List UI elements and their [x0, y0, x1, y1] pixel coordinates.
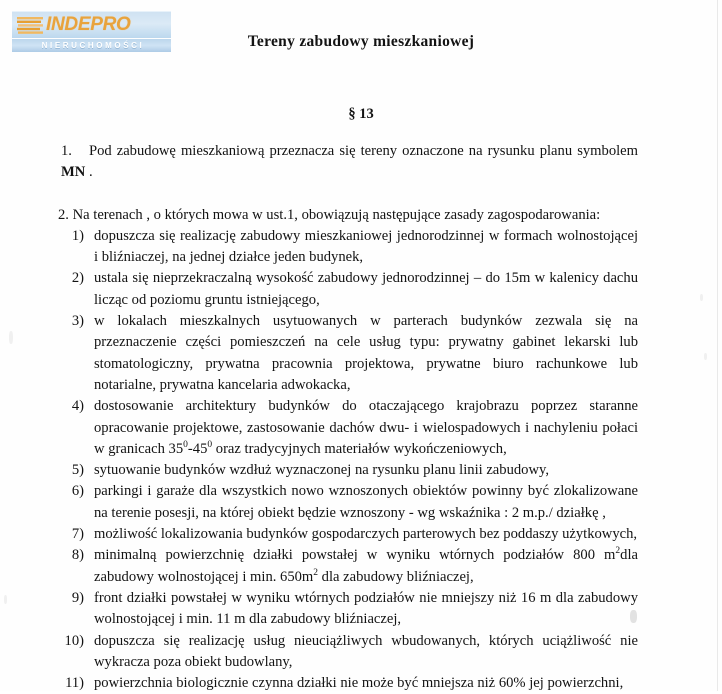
- list-item-number: 7): [71, 526, 84, 543]
- degree-superscript: 0: [207, 440, 213, 450]
- document-content: [58, 141, 638, 694]
- list-item-text: [94, 545, 638, 588]
- list-item: [58, 588, 638, 631]
- list-item: [58, 226, 638, 269]
- section-heading: § 13: [348, 106, 374, 122]
- list-item: [58, 268, 638, 311]
- paragraph-1-symbol: MN: [61, 164, 86, 181]
- list-item-number: 4): [71, 398, 84, 415]
- list-item-text: możliwość lokalizowania budynków gospodarczych parterowych bez poddaszy użytkowych,: [94, 526, 638, 543]
- list-item-text-part-1: minimalną powierzchnię działki powstałej w wyniku wtórnych podziałów 800 m: [94, 547, 616, 564]
- list-item-number: 10): [64, 632, 84, 649]
- paragraph-1-number: 1.: [61, 143, 72, 159]
- building-stripes-icon: [17, 17, 43, 34]
- list-item-number: 1): [71, 227, 84, 244]
- list-item-text: sytuowanie budynków wzdłuż wyznaczonej na rysunku planu linii zabudowy,: [94, 462, 549, 479]
- list-item: [58, 481, 638, 524]
- square-meter-superscript: 2: [313, 567, 319, 578]
- scan-artifact: [700, 294, 703, 301]
- list-item-text-part-1: dostosowanie architektury budynków do otaczającego krajobrazu poprzez staranne opracowanie projektowe, zastosowanie dachów dwu- i wielospadowych i nachyleniu połaci w granicach 35: [94, 398, 638, 457]
- list-item-number: 3): [71, 313, 84, 330]
- paragraph-1: [58, 141, 638, 184]
- logo-wordmark: INDEPRO: [46, 14, 131, 35]
- page-title: Tereny zabudowy mieszkaniowej: [247, 33, 475, 50]
- list-item-text: [94, 396, 638, 460]
- scan-artifact: [4, 595, 7, 604]
- list-item-text-part-3: oraz tradycyjnych materiałów wykończeniowych,: [212, 440, 507, 457]
- list-item-text-part-2: -45: [187, 440, 208, 457]
- scan-edge-line: [717, 0, 718, 691]
- paragraph-1-text-before: Pod zabudowę mieszkaniową przeznacza się tereny oznaczone na rysunku planu symbolem: [88, 143, 638, 159]
- list-item-text: dopuszcza się realizację usług nieuciążliwych wbudowanych, których uciążliwość nie wykracza poza obiekt budowlany,: [94, 632, 638, 670]
- list-item-number: 11): [65, 675, 84, 692]
- degree-superscript: 0: [183, 440, 188, 450]
- list-item-text: dopuszcza się realizację zabudowy mieszkaniowej jednorodzinnej w formach wolnostojącej i bliźniaczej, na jednej działce jeden budynek,: [94, 227, 638, 266]
- list-item-text: powierzchnia biologicznie czynna działki nie może być mniejsza niż 60% jej powierzchni,: [94, 675, 624, 692]
- list-item-text-part-2: dla zabudowy wolnostojącej i min. 650m: [94, 547, 638, 585]
- list-item-number: 6): [71, 483, 84, 500]
- list-item: [58, 524, 638, 545]
- list-item-text: w lokalach mieszkalnych usytuowanych w parterach budynków zezwala się na przeznaczenie części pomieszczeń na cele usług typu: prywatny gabinet lekarski lub stomatologiczny, prywatna pracownia projektowa, prywatne biuro rachunkowe lub notarialne, prywatna kancelaria adwokacka,: [94, 313, 638, 393]
- paragraph-1-text-after: .: [85, 164, 93, 181]
- logo-tagline: NIERUCHOMOŚCI: [41, 41, 145, 50]
- list-item-text: front działki powstałej w wyniku wtórnych podziałów nie mniejszy niż 16 m dla zabudowy wolnostojącej i min. 11 m dla zabudowy bliźniaczej,: [94, 589, 638, 628]
- provisions-list: [58, 226, 638, 694]
- list-item: [58, 460, 638, 481]
- list-item: [58, 396, 638, 460]
- list-item-number: 5): [71, 462, 84, 479]
- scan-artifact: [9, 331, 13, 344]
- paragraph-2: 2. Na terenach , o których mowa w ust.1, obowiązują następujące zasady zagospodarowania:: [58, 206, 601, 223]
- list-item: [58, 545, 638, 588]
- list-item-number: 8): [71, 547, 84, 564]
- list-item: [58, 311, 638, 396]
- square-meter-superscript: 2: [615, 546, 621, 557]
- list-item: [58, 631, 638, 674]
- list-item-text: parkingi i garaże dla wszystkich nowo wznoszonych obiektów powinny być zlokalizowane na terenie posesji, na której obiekt będzie wznoszony - wg wskaźnika : 2 m.p./ działkę ,: [94, 483, 638, 521]
- scan-artifact: [704, 353, 707, 360]
- list-item-text: ustala się nieprzekraczalną wysokość zabudowy jednorodzinnej – do 15m w kalenicy dachu licząc od poziomu gruntu istniejącego,: [94, 270, 638, 308]
- list-item-number: 9): [71, 589, 84, 606]
- list-item-number: 2): [71, 270, 84, 287]
- list-item-text-part-3: dla zabudowy bliźniaczej,: [318, 568, 474, 585]
